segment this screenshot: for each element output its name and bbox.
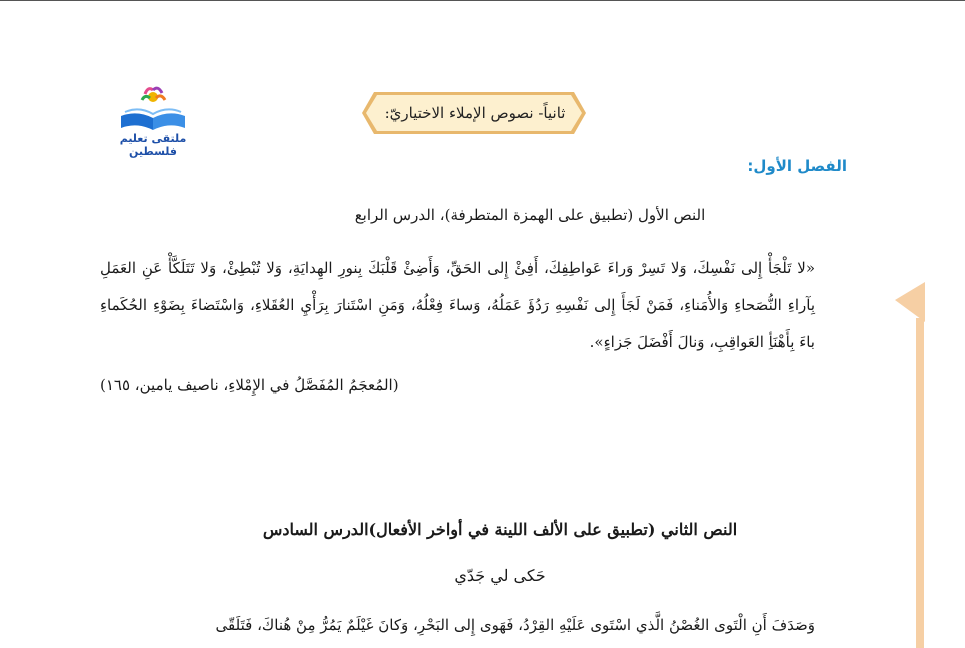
- text1-citation: (المُعجَمُ المُفَصَّلُ في الإِمْلاءِ، ناصيف يامين، ١٦٥): [100, 376, 399, 394]
- chapter-title: الفصل الأول:: [747, 157, 847, 175]
- logo: [95, 86, 211, 158]
- side-tab-icon: [895, 282, 925, 322]
- text2-body: وَصَدَفَ أَنِ الْتَوى الغُصْنُ الَّذي اسْتَوى عَلَيْهِ القِرْدُ، فَهَوى إِلى البَحْرِ، وَكانَ غَيْلَمٌ يَمُرُّ مِنْ هُناكَ، فَتَلَقّى: [215, 616, 815, 634]
- book-logo-icon: [115, 86, 191, 136]
- text2-heading: النص الثاني (تطبيق على الألف اللينة في أواخر الأفعال)الدرس السادس: [262, 520, 738, 539]
- text1-heading: النص الأول (تطبيق على الهمزة المتطرفة)، الدرس الرابع: [354, 206, 706, 224]
- side-bar: [916, 318, 924, 648]
- section-header: [362, 92, 586, 134]
- section-title: ثانياً- نصوص الإملاء الاختياريّ:: [384, 104, 566, 122]
- text2-story-title: حَكى لي جَدّي: [454, 566, 546, 585]
- logo-text: ملتقى تعليم فلسطين: [119, 132, 187, 158]
- text1-body: «لا تَلْجَأْ إِلى نَفْسِكَ، وَلا تَسِرْ وَراءَ عَواطِفِكَ، أَفِئْ إِلى الحَقِّ، وَأَضِئْ قَلْبَكَ بِنورِ الهِدايَةِ، وَلا تُبْطِئْ، وَلا تَتَلَكَّأْ عَنِ العَمَلِ بِآراءِ النُّصَحاءِ وَالأُمَناءِ، فَمَنْ لَجَأَ إِلى نَفْسِهِ رَدُؤَ عَمَلُهُ، وَساءَ فِعْلُهُ، وَمَنِ اسْتَنارَ بِرَأْيِ العُقَلاءِ، وَاسْتَضاءَ بِضَوْءِ الحُكَماءِ باءَ بِأَهْنَأِ العَواقِبِ، وَنالَ أَفْضَلَ جَزاءٍ».: [100, 259, 815, 351]
- top-rule: [0, 0, 965, 1]
